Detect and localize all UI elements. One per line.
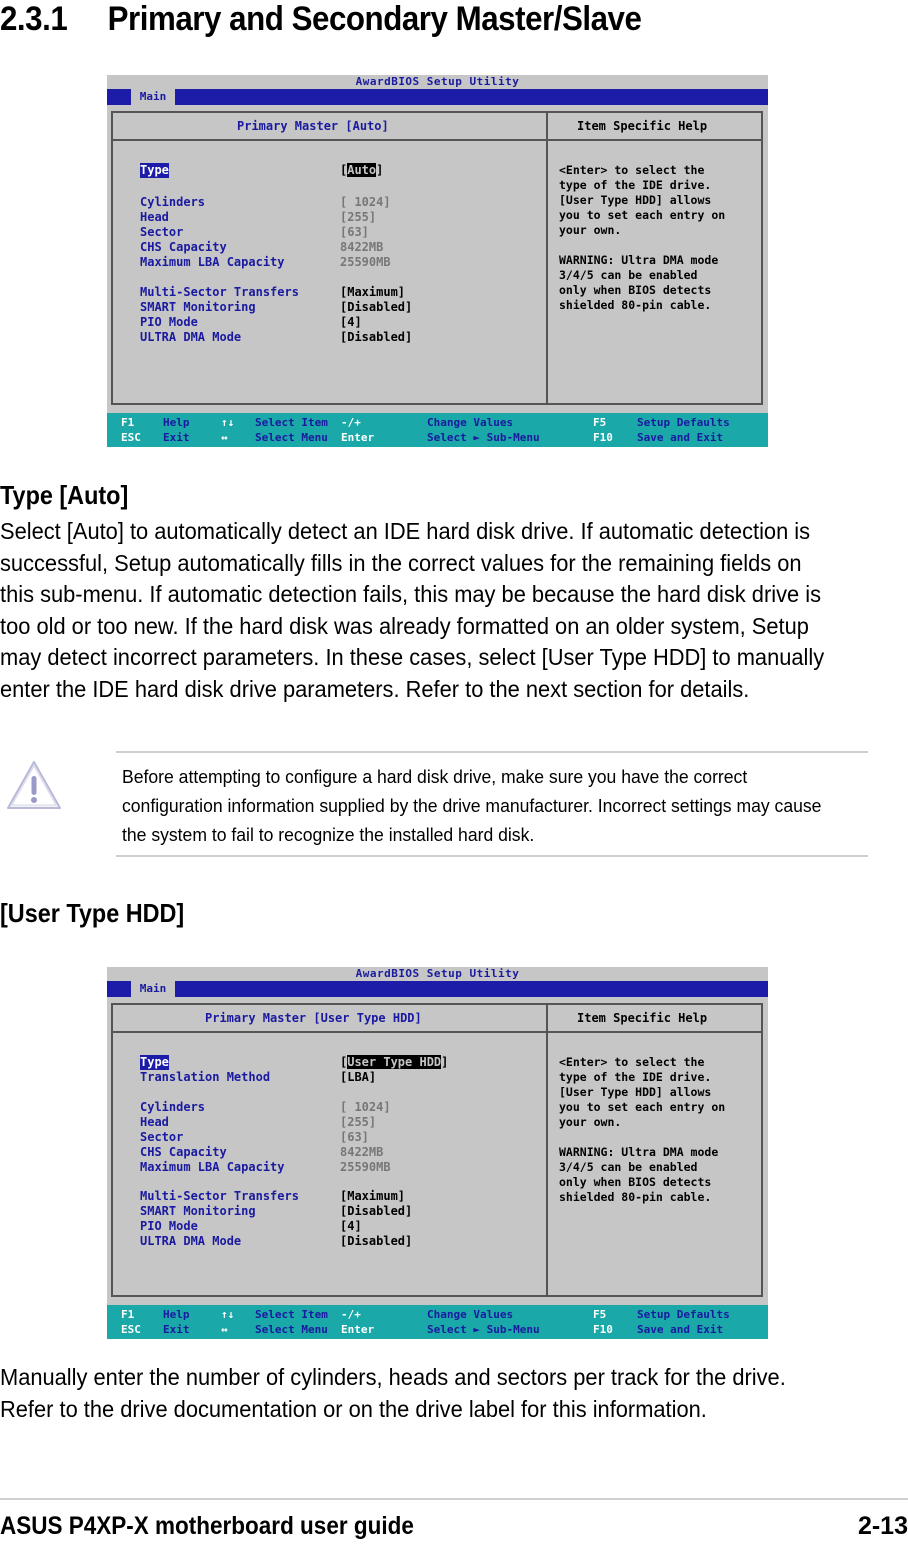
bios-footer-action: Select Menu — [255, 1323, 328, 1336]
bios-item-label[interactable]: SMART Monitoring — [140, 300, 256, 314]
bios-footer-key: F1 — [121, 416, 135, 429]
bios-footer-action: Setup Defaults — [637, 416, 730, 429]
bios-menu-bar — [107, 89, 768, 105]
bios-item-label[interactable]: Multi-Sector Transfers — [140, 285, 299, 299]
bios-footer-key: Enter — [341, 1323, 375, 1336]
bios-item-value[interactable] — [340, 163, 383, 178]
bios-footer-action: Help — [163, 416, 190, 429]
bios-utility-title: AwardBIOS Setup Utility — [107, 75, 768, 89]
bios-item-label[interactable]: Type — [140, 163, 169, 177]
bios-divider — [546, 111, 548, 405]
warning-icon — [6, 760, 62, 810]
bios-footer-key: F10 — [593, 1323, 613, 1336]
bios-footer-key: ↑↓ — [221, 416, 235, 429]
bios-footer-key: Enter — [341, 431, 375, 444]
bios-footer-action: Save and Exit — [637, 431, 724, 444]
bios-footer-key: F5 — [593, 1308, 607, 1321]
note-rule-bottom — [116, 855, 868, 857]
bios-divider — [546, 1003, 548, 1297]
bios-utility-title: AwardBIOS Setup Utility — [107, 967, 768, 981]
bios-item-value[interactable]: [Disabled] — [340, 1204, 413, 1218]
bios-footer-action: Setup Defaults — [637, 1308, 730, 1321]
bios-footer-key: ESC — [121, 431, 141, 444]
bios-footer-action: Select Item — [255, 416, 328, 429]
bios-value-bracket: [ — [340, 163, 348, 177]
bios-value-bracket: ] — [441, 1055, 449, 1069]
bios-item-value[interactable]: [255] — [340, 210, 377, 224]
footer-guide-title: ASUS P4XP-X motherboard user guide — [0, 1512, 414, 1540]
bios-item-label[interactable]: Sector — [140, 1130, 184, 1144]
bios-footer-action: Select ► Sub-Menu — [427, 1323, 540, 1336]
bios-footer-key: F1 — [121, 1308, 135, 1321]
bios-footer-key: ESC — [121, 1323, 141, 1336]
bios-help-title: Item Specific Help — [577, 1011, 708, 1025]
bios-panel-title: Primary Master [User Type HDD] — [205, 1011, 422, 1025]
bios-item-value[interactable] — [340, 1055, 448, 1070]
bios-item-label[interactable]: ULTRA DMA Mode — [140, 1234, 242, 1248]
bios-menu-tab-main[interactable]: Main — [131, 981, 175, 997]
bios-item-value[interactable]: [255] — [340, 1115, 377, 1129]
section-heading — [0, 0, 641, 39]
bios-item-label[interactable]: PIO Mode — [140, 1219, 198, 1233]
bios-item-value[interactable]: [4] — [340, 1219, 362, 1233]
footer-page-number: 2-13 — [857, 1512, 908, 1540]
bios-item-label[interactable]: Cylinders — [140, 1100, 206, 1114]
bios-item-value[interactable]: [ 1024] — [340, 195, 391, 209]
bios-item-label[interactable]: ULTRA DMA Mode — [140, 330, 242, 344]
bios-item-label[interactable]: Head — [140, 210, 169, 224]
bios-item-label[interactable]: SMART Monitoring — [140, 1204, 256, 1218]
bios-panel-title: Primary Master [Auto] — [237, 119, 389, 133]
section-title: Primary and Secondary Master/Slave — [107, 0, 642, 38]
bios-item-label[interactable]: CHS Capacity — [140, 240, 227, 254]
bios-selected-value[interactable]: Auto — [347, 163, 377, 177]
user-type-paragraph: Manually enter the number of cylinders, heads and sectors per track for the drive. Refer to the drive documentation or on the drive label for this information. — [0, 1364, 786, 1422]
bios-menu-bar — [107, 981, 768, 997]
bios-item-value[interactable]: 25590MB — [340, 255, 391, 269]
bios-menu-tab-main[interactable]: Main — [131, 89, 175, 105]
bios-footer-key: F5 — [593, 416, 607, 429]
bios-footer-action: Select ► Sub-Menu — [427, 431, 540, 444]
bios-value-bracket: [ — [340, 1055, 348, 1069]
bios-footer-key: ↑↓ — [221, 1308, 235, 1321]
bios-footer-action: Exit — [163, 1323, 190, 1336]
bios-divider — [111, 1031, 763, 1033]
bios-item-value[interactable]: 8422MB — [340, 1145, 384, 1159]
bios-footer-action: Change Values — [427, 416, 514, 429]
bios-divider — [111, 139, 763, 141]
bios-item-value[interactable]: [Disabled] — [340, 300, 413, 314]
bios-selected-value[interactable]: User Type HDD — [347, 1055, 442, 1069]
bios-footer-action: Save and Exit — [637, 1323, 724, 1336]
bios-screenshot-user-type — [107, 967, 768, 1339]
note-text: Before attempting to configure a hard disk drive, make sure you have the correct configuration information supplied by the drive manufacturer. Incorrect settings may cause the system to fail to recognize the installed hard disk. — [122, 766, 822, 845]
bios-value-bracket: ] — [376, 163, 384, 177]
bios-item-label[interactable]: Maximum LBA Capacity — [140, 1160, 285, 1174]
bios-item-value[interactable]: [63] — [340, 1130, 369, 1144]
bios-item-value[interactable]: [4] — [340, 315, 362, 329]
bios-footer-key: ↔ — [221, 431, 228, 444]
bios-item-label[interactable]: Cylinders — [140, 195, 206, 209]
bios-footer-action: Exit — [163, 431, 190, 444]
bios-item-label[interactable]: CHS Capacity — [140, 1145, 227, 1159]
bios-help-title: Item Specific Help — [577, 119, 708, 133]
bios-item-label[interactable]: Sector — [140, 225, 184, 239]
bios-footer-action: Select Item — [255, 1308, 328, 1321]
bios-item-value[interactable]: 25590MB — [340, 1160, 391, 1174]
bios-item-label[interactable]: Maximum LBA Capacity — [140, 255, 285, 269]
note-rule-top — [116, 751, 868, 753]
bios-footer-action: Change Values — [427, 1308, 514, 1321]
bios-footer-key: -/+ — [341, 1308, 361, 1321]
bios-item-value[interactable]: [LBA] — [340, 1070, 377, 1084]
bios-footer-action: Select Menu — [255, 431, 328, 444]
bios-item-value[interactable]: [Disabled] — [340, 330, 413, 344]
bios-item-value[interactable]: 8422MB — [340, 240, 384, 254]
footer-rule — [0, 1498, 908, 1500]
bios-footer-key: ↔ — [221, 1323, 228, 1336]
section-number: 2.3.1 — [0, 0, 68, 38]
bios-footer-action: Help — [163, 1308, 190, 1321]
bios-help-text: <Enter> to select the type of the IDE drive. [User Type HDD] allows you to set each entry on your own. WARNING: Ultra DMA mode 3/4/5 can be enabled only when BIOS detects shielded 80-pin cable. — [559, 1055, 726, 1204]
bios-item-value[interactable]: [Disabled] — [340, 1234, 413, 1248]
bios-item-value[interactable]: [ 1024] — [340, 1100, 391, 1114]
type-auto-heading: Type [Auto] — [0, 480, 129, 510]
type-auto-paragraph: Select [Auto] to automatically detect an IDE hard disk drive. If automatic detection is successful, Setup automatically fills in the correct values for the remaining fields on this sub-menu. If automatic detection fails, this may be because the hard disk drive is too old or too new. If the hard disk was already formatted on an older system, Setup may detect incorrect parameters. In these cases, select [User Type HDD] to manually enter the IDE hard disk drive parameters. Refer to the next section for details. — [0, 518, 825, 702]
bios-screenshot-auto — [107, 75, 768, 447]
bios-item-value[interactable]: [Maximum] — [340, 1189, 406, 1203]
bios-item-label[interactable]: Translation Method — [140, 1070, 271, 1084]
bios-item-label[interactable]: PIO Mode — [140, 315, 198, 329]
bios-item-value[interactable]: [Maximum] — [340, 285, 406, 299]
bios-footer-key: -/+ — [341, 416, 361, 429]
user-type-heading: [User Type HDD] — [0, 898, 185, 928]
bios-item-label[interactable]: Head — [140, 1115, 169, 1129]
bios-help-text: <Enter> to select the type of the IDE drive. [User Type HDD] allows you to set each entry on your own. WARNING: Ultra DMA mode 3/4/5 can be enabled only when BIOS detects shielded 80-pin cable. — [559, 163, 726, 312]
bios-item-value[interactable]: [63] — [340, 225, 369, 239]
bios-footer-key: F10 — [593, 431, 613, 444]
bios-item-label[interactable]: Multi-Sector Transfers — [140, 1189, 299, 1203]
bios-item-label[interactable]: Type — [140, 1055, 169, 1069]
